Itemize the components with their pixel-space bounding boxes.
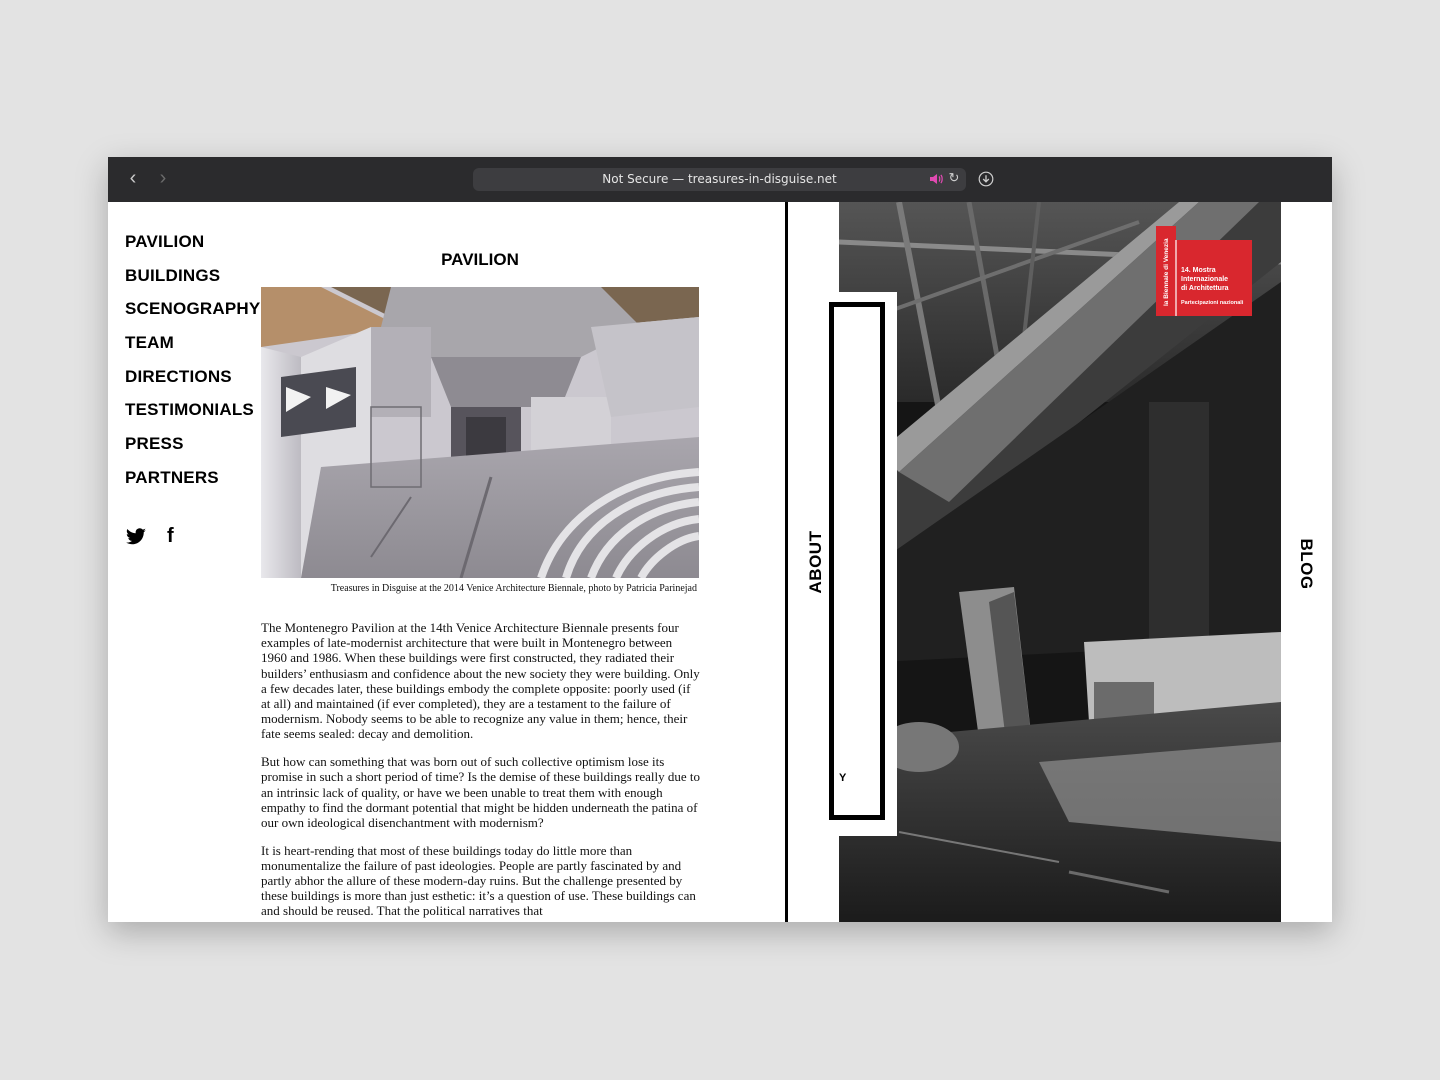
- chevron-left-icon: ‹: [129, 167, 137, 189]
- twitter-icon[interactable]: [125, 528, 147, 546]
- forward-button[interactable]: [152, 168, 174, 190]
- photo-caption: Treasures in Disguise at the 2014 Venice Architecture Biennale, photo by Patricia Parinejad: [330, 583, 697, 594]
- reload-icon: ↻: [948, 170, 960, 185]
- collapsed-card[interactable]: [839, 292, 897, 836]
- article-paragraph: It is heart-rending that most of these buildings today do little more than monumentalize the failure of past ideologies. People are partly fascinated by and partly abhor the allure of these modern-day ruins. But the challenge presented by these buildings is more than just esthetic: it’s a question of use. These buildings can and should be reused. That the political narratives that: [261, 842, 696, 919]
- card-frame: [829, 302, 885, 820]
- back-button[interactable]: [122, 168, 144, 190]
- site-navigation: [125, 232, 260, 502]
- nav-item-buildings[interactable]: BUILDINGS: [125, 265, 221, 285]
- logo-line-2: Internazionale: [1181, 276, 1229, 283]
- about-link[interactable]: ABOUT: [806, 530, 825, 594]
- nav-item-partners[interactable]: PARTNERS: [125, 467, 219, 487]
- article-body: [261, 620, 701, 922]
- page-viewport: [108, 202, 1332, 922]
- chevron-right-icon: ›: [159, 167, 167, 189]
- logo-line-1: 14. Mostra: [1181, 267, 1216, 274]
- pavilion-photo: [261, 287, 699, 578]
- url-text: Not Secure — treasures-in-disguise.net: [602, 172, 837, 186]
- page-title: PAVILION: [441, 250, 519, 269]
- browser-window: [108, 157, 1332, 922]
- nav-item-pavilion[interactable]: PAVILION: [125, 232, 205, 251]
- logo-line-3: di Architettura: [1181, 285, 1229, 292]
- nav-item-testimonials[interactable]: TESTIMONIALS: [125, 400, 254, 420]
- address-bar[interactable]: [473, 168, 966, 191]
- download-icon[interactable]: [978, 171, 994, 187]
- nav-item-scenography[interactable]: SCENOGRAPHY: [125, 299, 261, 319]
- facebook-icon[interactable]: f: [167, 525, 174, 547]
- blog-link[interactable]: BLOG: [1297, 538, 1316, 590]
- article-paragraph: The Montenegro Pavilion at the 14th Venice Architecture Biennale presents four examples of late-modernist architecture that were built in Montenegro between 1960 and 1986. When these buildings were first constructed, they radiated their builders’ enthusiasm and confidence about the new society they were building. Only a few decades later, these buildings embody the complete opposite: poorly used (if at all) and maintained (if ever completed), they are a testament to the failure of modernism. Nobody seems to be able to recognize any value in them; hence, their fate seems sealed: decay and demolition.: [261, 620, 700, 742]
- nav-item-press[interactable]: PRESS: [125, 434, 184, 454]
- speaker-icon[interactable]: [928, 171, 944, 187]
- card-letter: Y: [839, 772, 847, 784]
- browser-toolbar: [108, 157, 1332, 202]
- article-paragraph: But how can something that was born out of such collective optimism lose its promise in such a short period of time? Is the demise of these buildings really due to an intrinsic lack of quality, or have we been unable to treat them with enough empathy to find the dormant potential that might be hidden underneath the patina of our own ideological disenchantment with modernism?: [261, 754, 701, 830]
- logo-vertical-text: la Biennale di Venezia: [1163, 238, 1170, 306]
- nav-item-team[interactable]: TEAM: [125, 333, 174, 353]
- biennale-logo: [1156, 226, 1252, 316]
- logo-line-4: Partecipazioni nazionali: [1181, 300, 1244, 306]
- reload-button[interactable]: [946, 170, 962, 188]
- nav-item-directions[interactable]: DIRECTIONS: [125, 366, 232, 386]
